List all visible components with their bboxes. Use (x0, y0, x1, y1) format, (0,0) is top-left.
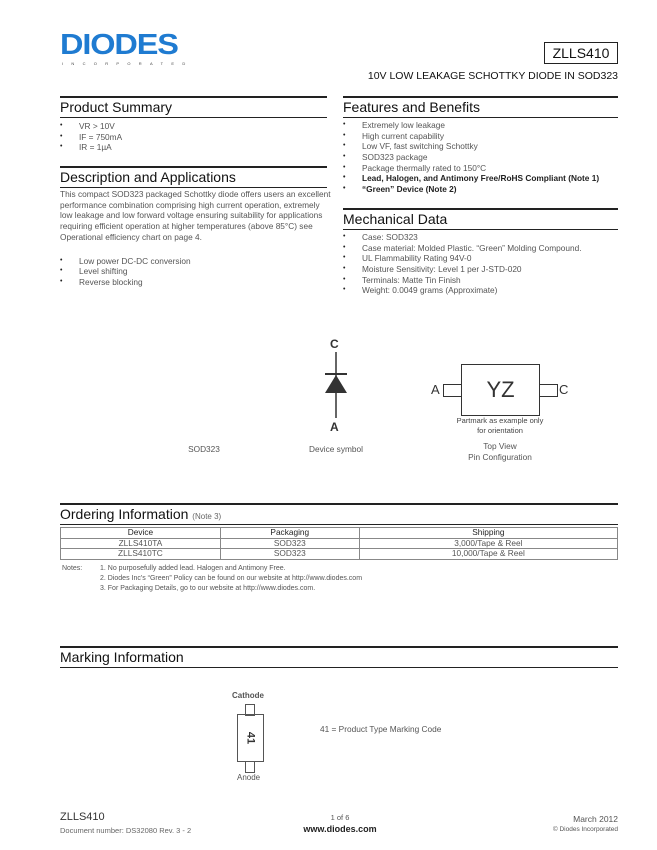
list-item: • SOD323 package (343, 152, 599, 163)
top-view-caption-line: Top View (483, 441, 517, 451)
ordering-title: Ordering Information (60, 506, 189, 522)
table-row (61, 549, 618, 560)
marking-package (237, 714, 264, 762)
table-cell: ZLLS410TC (61, 549, 221, 560)
footer-doc-number: Document number: DS32080 Rev. 3 - 2 (60, 826, 192, 835)
footer-part: ZLLS410 (60, 811, 105, 823)
list-item: • IR = 1µA (60, 142, 122, 153)
list-item: • Reverse blocking (60, 277, 332, 288)
list-item: • Moisture Sensitivity: Level 1 per J-STD-020 (343, 264, 582, 275)
package-label: SOD323 (188, 444, 220, 454)
document-subtitle: 10V LOW LEAKAGE SCHOTTKY DIODE IN SOD323 (367, 70, 618, 82)
note-item: 1. No purposefully added lead. Halogen and Antimony Free. (100, 565, 286, 572)
footer-copyright: © Diodes Incorporated (552, 826, 618, 833)
marking-legend: 41 = Product Type Marking Code (320, 724, 442, 734)
table-cell: 10,000/Tape & Reel (359, 549, 617, 560)
note-item: 2. Diodes Inc's “Green” Policy can be found on our website at http://www.diodes.com (100, 574, 363, 582)
mechanical-list (343, 232, 582, 296)
top-view-caption (440, 441, 560, 463)
footer-date: March 2012 (573, 814, 618, 824)
description-paragraph: This compact SOD323 packaged Schottky diode offers users an excellent performance combination comprising high current operation, extremely low leakage and low forward voltage ensuring suitability for applications requiring efficient operation at higher temperatures (above 85°C) see Operational efficiency chart on page 4. (60, 189, 331, 242)
partmark-note (430, 416, 570, 435)
ordering-table (60, 527, 618, 560)
list-item: • Package thermally rated to 150°C (343, 163, 599, 174)
list-item: • “Green” Device (Note 2) (343, 184, 599, 195)
table-cell: SOD323 (220, 549, 359, 560)
description-heading: Description and Applications (60, 166, 327, 188)
list-item: • Extremely low leakage (343, 120, 599, 131)
ordering-note-ref: (Note 3) (192, 512, 222, 521)
table-row (61, 538, 618, 549)
symbol-caption: Device symbol (309, 444, 363, 454)
diodes-logo: DIODES (60, 29, 178, 61)
table-cell: SOD323 (220, 538, 359, 549)
part-number-box: ZLLS410 (544, 42, 618, 64)
list-item: • IF = 750mA (60, 132, 122, 143)
column-header: Device (61, 528, 221, 539)
table-cell: ZLLS410TA (61, 538, 221, 549)
table-header-row (61, 528, 618, 539)
features-list (343, 120, 599, 195)
logo-subtext: INCORPORATED (62, 61, 194, 66)
symbol-anode-label: A (330, 420, 339, 434)
marking-heading: Marking Information (60, 646, 618, 668)
top-view-package: YZ (461, 364, 540, 416)
cathode-label: Cathode (232, 691, 264, 700)
list-item: • Weight: 0.0049 grams (Approximate) (343, 285, 582, 296)
product-summary-heading: Product Summary (60, 96, 327, 118)
notes-label: Notes: (62, 565, 83, 572)
list-item: • High current capability (343, 131, 599, 142)
pin-a-label: A (431, 382, 440, 397)
top-view-caption-line: Pin Configuration (468, 452, 532, 462)
description-block (60, 189, 332, 288)
mechanical-heading: Mechanical Data (343, 208, 618, 230)
ordering-heading (60, 503, 618, 525)
column-header: Packaging (220, 528, 359, 539)
anode-label: Anode (237, 773, 261, 782)
column-header: Shipping (359, 528, 617, 539)
list-item: • Case: SOD323 (343, 232, 582, 243)
note-item: 3. For Packaging Details, go to our website at http://www.diodes.com. (100, 584, 316, 592)
list-item: • Level shifting (60, 266, 332, 277)
partmark-note-line: for orientation (477, 425, 523, 435)
anode-lead (245, 761, 255, 773)
symbol-cathode-label: C (330, 337, 339, 351)
pin-a-lead (443, 384, 462, 397)
marking-code: 41 (244, 731, 257, 745)
list-item: • Case material: Molded Plastic. “Green” Molding Compound. (343, 243, 582, 254)
list-item: • Low VF, fast switching Schottky (343, 141, 599, 152)
list-item: • VR > 10V (60, 121, 122, 132)
list-item: • Low power DC-DC conversion (60, 256, 332, 267)
product-summary-list (60, 121, 122, 153)
list-item: • UL Flammability Rating 94V-0 (343, 253, 582, 264)
partmark-note-line: Partmark as example only (456, 416, 544, 425)
footer-website-link[interactable]: www.diodes.com (303, 824, 377, 834)
list-item: • Lead, Halogen, and Antimony Free/RoHS Compliant (Note 1) (343, 173, 599, 184)
features-heading: Features and Benefits (343, 96, 618, 118)
pin-c-label: C (559, 382, 569, 397)
list-item: • Terminals: Matte Tin Finish (343, 275, 582, 286)
diode-symbol-icon (318, 352, 354, 418)
pin-c-lead (540, 384, 558, 397)
table-cell: 3,000/Tape & Reel (359, 538, 617, 549)
applications-list (60, 256, 332, 288)
footer-page: 1 of 6 (330, 813, 350, 822)
notes (62, 564, 363, 592)
